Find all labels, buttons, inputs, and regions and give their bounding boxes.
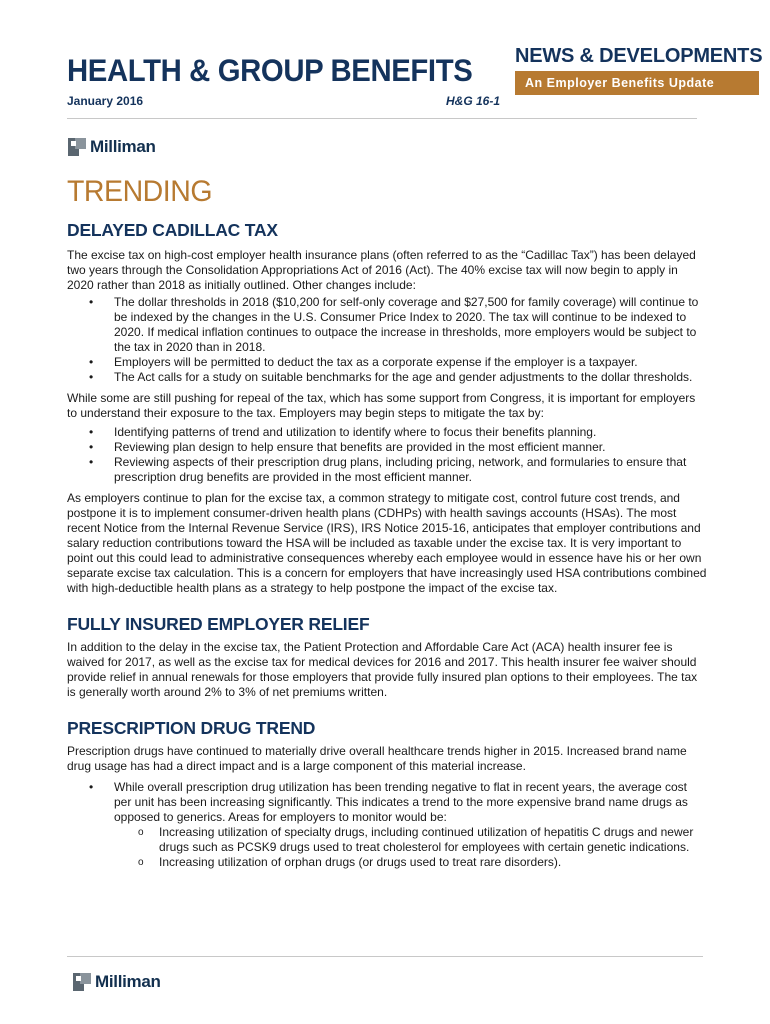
milliman-logo-icon — [73, 973, 91, 991]
list-item: • The dollar thresholds in 2018 ($10,200 for self-only coverage and $27,500 for family coverage) will continue to be indexed by the changes in the U.S. Consumer Price Index to 2020. The tax will continue to be indexed to 2020. If medical inflation continues to outpace the increase in thresholds, more employers would be subject to the tax in 2020 than in 2018. — [89, 295, 699, 354]
rx-trend-heading: PRESCRIPTION DRUG TREND — [67, 718, 316, 738]
cadillac-changes-list — [67, 295, 707, 385]
cadillac-intro: The excise tax on high-cost employer health insurance plans (often referred to as the “Cadillac Tax”) has been delayed two years through the Consolidation Appropriations Act of 2016 (Act). The 40% excise tax will now begin to apply in 2020 rather than 2018 as initially outlined. Other changes include: — [67, 248, 696, 292]
cadillac-tax-heading: DELAYED CADILLAC TAX — [67, 220, 278, 240]
list-item: • Reviewing plan design to help ensure that benefits are provided in the most efficient manner. — [89, 440, 606, 454]
header-divider — [67, 118, 697, 119]
logo-text: Milliman — [90, 137, 156, 156]
sub-bullet-glyph: o — [138, 857, 144, 868]
list-item: o Increasing utilization of orphan drugs (or drugs used to treat rare disorders). — [138, 855, 562, 869]
mitigation-steps-list — [67, 425, 707, 485]
list-item: • Employers will be permitted to deduct the tax as a corporate expense if the employer is a taxpayer. — [89, 355, 638, 369]
list-item: o Increasing utilization of specialty drugs, including continued utilization of hepatitis C drugs and newer drugs such as PCSK9 drugs used to treat cholesterol for employees with certain genetic indications. — [138, 825, 694, 854]
rx-intro: Prescription drugs have continued to materially drive overall healthcare trends higher in 2015. Increased brand name drug usage has had a direct impact and is a large component of this material increase. — [67, 744, 687, 773]
bullet-glyph: • — [89, 425, 94, 439]
rx-sub-list — [114, 825, 707, 870]
newsletter-title: HEALTH & GROUP BENEFITS — [67, 52, 473, 88]
fully-insured-heading: FULLY INSURED EMPLOYER RELIEF — [67, 614, 370, 634]
tagline-banner: An Employer Benefits Update — [515, 71, 759, 95]
news-developments-heading: NEWS & DEVELOPMENTS — [515, 45, 763, 67]
list-item: • Identifying patterns of trend and utilization to identify where to focus their benefits planning. — [89, 425, 597, 439]
bullet-glyph: • — [89, 295, 94, 309]
bullet-glyph: • — [89, 440, 94, 454]
rx-bullet-list — [67, 780, 707, 870]
bullet-glyph: • — [89, 355, 94, 369]
bullet-glyph: • — [89, 370, 94, 384]
logo-text: Milliman — [95, 972, 161, 991]
cadillac-closing: As employers continue to plan for the excise tax, a common strategy to mitigate cost, control future cost trends, and postpone it is to implement consumer-driven health plans (CDHPs) with health savings accounts (HSAs). The most recent Notice from the Internal Revenue Service (IRS), IRS Notice 2015-16, anticipates that employer contributions and salary reduction contributions toward the HSA will be included as taxable under the excise tax. It is very important to point out this could lead to administrative consequences whereby each employee would in essence have his or her own separate excise tax calculation. This is a concern for employers that have increasingly used HSA contributions combined with high-deductible health plans as a strategy to help postpone the impact of the excise tax. — [67, 491, 707, 595]
footer-divider — [67, 956, 703, 957]
list-item: • The Act calls for a study on suitable benchmarks for the age and gender adjustments to the dollar thresholds. — [89, 370, 693, 384]
issue-code: H&G 16-1 — [446, 94, 501, 108]
issue-date: January 2016 — [67, 94, 144, 108]
milliman-logo — [68, 137, 156, 157]
bullet-glyph: • — [89, 455, 94, 469]
sub-bullet-glyph: o — [138, 827, 144, 838]
article-body — [67, 174, 707, 870]
list-item: • Reviewing aspects of their prescription drug plans, including pricing, network, and formularies to ensure that prescription drug benefits are provided in the most efficient manner. — [89, 455, 687, 484]
milliman-logo-icon — [68, 138, 86, 156]
footer-milliman-logo — [73, 972, 161, 992]
list-item: • While overall prescription drug utilization has been trending negative to flat in recent years, the average cost per unit has been increasing significantly. This indicates a trend to the more expensive brand name drugs as opposed to generics. Areas for employers to monitor would be: o Increasing utilization of specialty drugs, including continued utilization of hepatitis C drugs and newer drugs such as PCSK9 drugs used to treat cholesterol for employees with certain genetic indications. o Increasing utilization of orphan drugs (or drugs used to treat rare disorders). — [67, 780, 707, 870]
bullet-glyph: • — [89, 780, 94, 794]
cadillac-middle: While some are still pushing for repeal of the tax, which has some support from Congress, it is important for employers to understand their exposure to the tax. Employers may begin steps to mitigate the tax by: — [67, 391, 696, 420]
fully-insured-body: In addition to the delay in the excise tax, the Patient Protection and Affordable Care Act (ACA) health insurer fee is waived for 2017, as well as the excise tax for medical devices for 2016 and 2017. This health insurer fee waiver should provide relief in annual renewals for those employers that provide fully insured plan options to their employees. The tax is generally worth around 2% to 3% of net premiums written. — [67, 640, 698, 699]
section-title: TRENDING — [67, 175, 213, 208]
